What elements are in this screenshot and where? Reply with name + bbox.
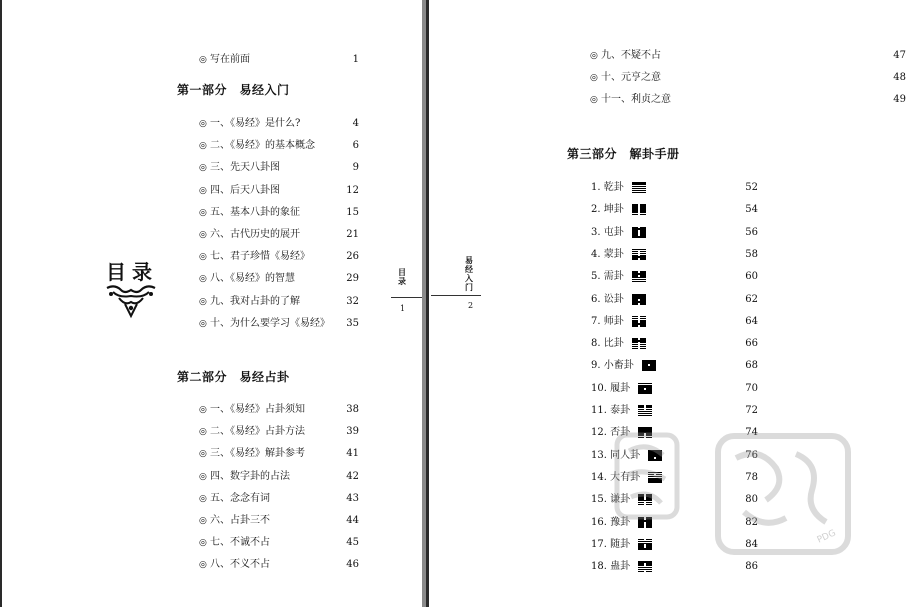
hexagram-page-number: 54 [745, 204, 758, 216]
toc-page-number: 29 [346, 273, 359, 285]
hexagram-icon [632, 294, 646, 305]
bullet-icon: ◎ [590, 73, 598, 83]
hexagram-label: 13. 同人卦 [591, 449, 641, 461]
bullet-icon: ◎ [199, 252, 207, 263]
toc-page-number: 38 [346, 404, 359, 415]
toc-label: 十、为什么要学习《易经》 [210, 317, 330, 329]
watermark-text: PDG [815, 528, 838, 546]
toc-entry[interactable] [199, 557, 361, 573]
toc-label: 一、《易经》占卦须知 [210, 404, 305, 415]
toc-page-number: 9 [352, 162, 359, 174]
toc-entry[interactable] [199, 271, 361, 287]
toc-preface[interactable] [199, 52, 369, 68]
bullet-icon: ◎ [199, 55, 207, 65]
toc-entry[interactable] [590, 48, 908, 64]
bullet-icon: ◎ [199, 230, 207, 240]
hexagram-page-number: 68 [745, 360, 758, 372]
running-head-right: 易经入门 [465, 255, 473, 292]
hexagram-page-number: 52 [745, 182, 758, 193]
toc-entry[interactable] [199, 205, 361, 221]
bullet-icon: ◎ [199, 427, 207, 438]
hexagram-icon [632, 316, 646, 327]
toc-entry[interactable] [199, 183, 361, 199]
hexagram-page-number: 76 [745, 449, 758, 461]
hexagram-entry[interactable] [591, 225, 891, 241]
hexagram-entry[interactable] [591, 403, 891, 419]
page-number-left: 1 [400, 304, 406, 313]
bullet-icon: ◎ [199, 163, 207, 174]
hexagram-label: 7. 师卦 [591, 315, 624, 327]
toc-entry[interactable] [199, 294, 361, 310]
toc-entry[interactable] [199, 249, 361, 265]
hexagram-entry[interactable] [591, 336, 891, 352]
toc-label: 二、《易经》占卦方法 [210, 426, 305, 438]
hexagram-label: 6. 讼卦 [591, 293, 624, 305]
hexagram-icon [632, 227, 646, 238]
bullet-icon: ◎ [199, 119, 207, 129]
running-head-left: 目录 [398, 267, 406, 286]
toc-label: 五、念念有词 [210, 492, 270, 504]
toc-page-number: 4 [352, 118, 359, 129]
hexagram-label: 12. 否卦 [591, 427, 631, 439]
bullet-icon: ◎ [199, 141, 207, 152]
hexagram-icon [638, 405, 652, 416]
toc-page-number: 15 [346, 206, 359, 218]
hexagram-label: 1. 乾卦 [591, 182, 624, 193]
hexagram-label: 15. 谦卦 [591, 494, 631, 506]
hexagram-label: 5. 需卦 [591, 271, 624, 283]
bullet-icon: ◎ [199, 538, 207, 549]
toc-page-number: 41 [346, 448, 359, 460]
hexagram-entry[interactable] [591, 358, 891, 374]
hexagram-label: 9. 小畜卦 [591, 360, 634, 372]
toc-label: 八、《易经》的智慧 [210, 273, 295, 285]
toc-entry[interactable] [199, 469, 361, 485]
hexagram-entry[interactable] [591, 202, 891, 218]
right-page [426, 0, 906, 607]
bullet-icon: ◎ [199, 449, 207, 460]
toc-label: 七、君子珍惜《易经》 [210, 251, 310, 263]
toc-heading: 目录 [106, 260, 158, 284]
bullet-icon: ◎ [199, 296, 207, 307]
hexagram-icon [638, 561, 652, 572]
toc-page-number: 46 [346, 559, 359, 571]
toc-label: 四、数字卦的占法 [210, 470, 290, 482]
hexagram-page-number: 58 [745, 248, 758, 260]
bullet-icon: ◎ [590, 95, 598, 105]
hexagram-page-number: 80 [745, 494, 758, 506]
bullet-icon: ◎ [199, 560, 207, 571]
toc-page-number: 45 [346, 537, 359, 549]
hexagram-label: 3. 屯卦 [591, 226, 624, 238]
toc-label: 三、《易经》解卦参考 [210, 448, 305, 460]
hexagram-page-number: 56 [745, 226, 758, 238]
toc-label: 三、先天八卦图 [210, 162, 280, 174]
hexagram-icon [632, 204, 646, 215]
hexagram-label: 14. 大有卦 [591, 471, 641, 483]
toc-entry[interactable] [199, 535, 361, 551]
toc-page-number: 32 [346, 295, 359, 307]
bullet-icon: ◎ [199, 493, 207, 504]
hexagram-label: 4. 蒙卦 [591, 248, 624, 260]
hexagram-icon [632, 338, 646, 349]
hexagram-label: 10. 履卦 [591, 382, 631, 394]
hexagram-entry[interactable] [591, 381, 891, 397]
hexagram-page-number: 60 [745, 271, 758, 283]
toc-label: 二、《易经》的基本概念 [210, 140, 315, 152]
hexagram-label: 16. 豫卦 [591, 516, 631, 528]
toc-page-number: 39 [346, 426, 359, 438]
hexagram-entry[interactable] [591, 247, 891, 263]
hexagram-icon [632, 271, 646, 282]
hexagram-entry[interactable] [591, 314, 891, 330]
toc-label: 四、后天八卦图 [210, 184, 280, 196]
toc-label: 六、占卦三不 [210, 515, 270, 526]
toc-label: 写在前面 [210, 54, 250, 65]
hexagram-entry[interactable] [591, 180, 891, 196]
bullet-icon: ◎ [199, 274, 207, 285]
toc-label: 九、我对占卦的了解 [210, 295, 300, 307]
bullet-icon: ◎ [199, 471, 207, 482]
toc-label: 七、不诚不占 [210, 537, 270, 549]
hexagram-page-number: 78 [745, 471, 758, 483]
hexagram-entry[interactable] [591, 292, 891, 308]
toc-page-number: 26 [346, 251, 359, 263]
hexagram-page-number: 86 [745, 561, 758, 573]
toc-entry[interactable] [590, 70, 908, 86]
toc-page-number: 43 [346, 492, 359, 504]
toc-entry[interactable] [199, 160, 361, 176]
toc-entry[interactable] [199, 513, 361, 529]
toc-page-number: 35 [346, 317, 359, 329]
hexagram-label: 2. 坤卦 [591, 204, 624, 216]
toc-label: 一、《易经》是什么? [210, 118, 301, 129]
toc-page-number: 49 [893, 94, 906, 105]
toc-entry[interactable] [199, 116, 361, 132]
part-title-1: 第一部分 易经入门 [177, 83, 290, 97]
toc-label: 十一、利贞之意 [601, 94, 671, 105]
toc-entry[interactable] [199, 446, 361, 462]
toc-entry[interactable] [199, 424, 361, 440]
bullet-icon: ◎ [199, 318, 207, 329]
hexagram-page-number: 72 [745, 405, 758, 416]
toc-page-number: 42 [346, 470, 359, 482]
toc-page-number: 44 [346, 515, 359, 526]
hexagram-icon [632, 249, 646, 260]
toc-page-number: 48 [893, 72, 906, 83]
bullet-icon: ◎ [199, 516, 207, 526]
hexagram-page-number: 74 [745, 427, 758, 439]
hexagram-page-number: 70 [745, 382, 758, 394]
toc-label: 九、不疑不占 [601, 50, 661, 61]
toc-entry[interactable] [199, 316, 361, 332]
hexagram-icon [638, 383, 652, 394]
toc-label: 八、不义不占 [210, 559, 270, 571]
hexagram-page-number: 62 [745, 293, 758, 305]
running-head-rule-right [431, 295, 481, 296]
toc-entry[interactable] [590, 92, 908, 108]
hexagram-page-number: 64 [745, 315, 758, 327]
hexagram-icon [632, 182, 646, 193]
decorative-ornament-icon [103, 284, 159, 318]
toc-label: 五、基本八卦的象征 [210, 206, 300, 218]
bullet-icon: ◎ [199, 405, 207, 415]
toc-entry[interactable] [199, 491, 361, 507]
toc-entry[interactable] [199, 402, 361, 418]
bullet-icon: ◎ [199, 185, 207, 196]
toc-page-number: 6 [352, 140, 359, 152]
toc-label: 十、元亨之意 [601, 72, 661, 83]
hexagram-page-number: 66 [745, 338, 758, 350]
toc-page-number: 1 [352, 54, 359, 65]
hexagram-icon [642, 360, 656, 371]
left-page [0, 0, 426, 607]
hexagram-label: 11. 泰卦 [591, 405, 631, 416]
part-title-2: 第二部分 易经占卦 [177, 370, 290, 384]
toc-entry[interactable] [199, 227, 361, 243]
toc-entry[interactable] [199, 138, 361, 154]
toc-label: 六、古代历史的展开 [210, 229, 300, 240]
bullet-icon: ◎ [590, 51, 598, 61]
hexagram-entry[interactable] [591, 269, 891, 285]
hexagram-label: 8. 比卦 [591, 338, 624, 350]
page-number-right: 2 [468, 301, 474, 310]
hexagram-label: 17. 随卦 [591, 538, 631, 550]
toc-page-number: 12 [346, 184, 359, 196]
hexagram-page-number: 84 [745, 538, 758, 550]
running-head-rule-left [391, 297, 424, 298]
toc-page-number: 21 [346, 229, 359, 240]
hexagram-icon [638, 539, 652, 550]
hexagram-page-number: 82 [745, 516, 758, 528]
part-title-3: 第三部分 解卦手册 [567, 147, 680, 161]
bullet-icon: ◎ [199, 207, 207, 218]
watermark-stamp-icon [615, 433, 679, 519]
hexagram-entry[interactable] [591, 559, 891, 575]
toc-page-number: 47 [893, 50, 906, 61]
hexagram-label: 18. 蛊卦 [591, 561, 631, 573]
